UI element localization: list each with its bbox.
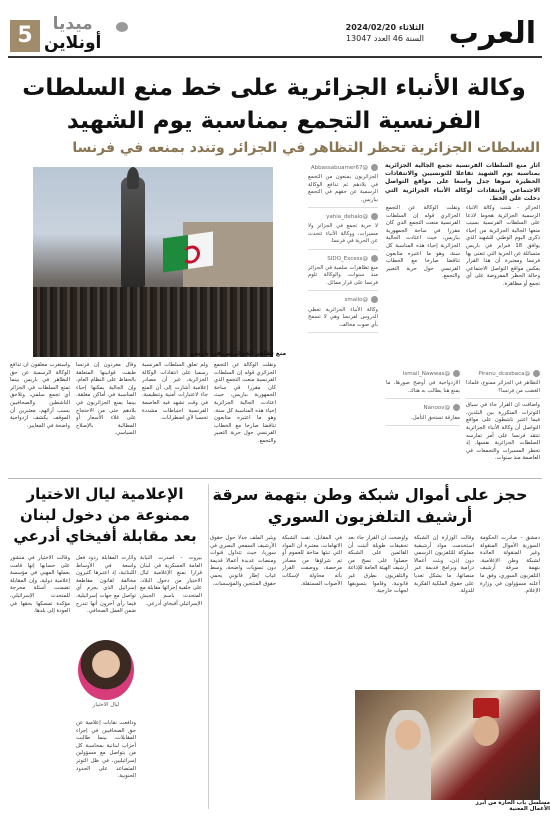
- speech-bubble-icon: [116, 22, 128, 32]
- issue-date: الثلاثاء 2024/02/20: [345, 23, 424, 32]
- top-story-body-col-1: الجزائر - شنت وكالة الأنباء الرسمية الجزائرية هجوما لاذعا على السلطات الفرنسية بسبب منعها الجالية الجزائرية من إحياء ذكرى اليوم الوطني للشهيد الذي يوافق 18 فبراير في باريس متسائلة عن الحرية التي تتغنى بها فرنسا ومعتبرة أن هذا القرار يعكس مواقع التواصل الاجتماعي وحالة الحظر المفروضة على أي تجمع أو مظاهرة.: [466, 205, 540, 287]
- section-title: [44, 14, 101, 52]
- top-story-body-col-4: واستغرب معلقون أن تدافع الوكالة الرسمية عن حق التظاهر في باريس بينما تمنع السلطات في الجزائر أي تجمع سلمي، وتلاحق الناشطين والصحافيين بسبب آرائهم، معتبرين أن الموقف يكشف ازدواجية واضحة في المعايير.: [10, 362, 70, 429]
- top-story-body-col-6: ولم تعلق السلطات الفرنسية رسميا على انتقادات الوكالة الجزائرية، غير أن مصادر إعلامية أشارت إلى أن المنع جاء لاعتبارات أمنية وتنظيمية، في وقت تشهد فيه العاصمة الفرنسية احتياطات مشددة تحسبا لأي اضطرابات.: [142, 362, 208, 422]
- author-name: ليال الاختيار: [92, 702, 120, 708]
- story2-body-col-1: دمشق - صادرت الحكومة السورية الأموال المنقولة وغير المنقولة العائدة لشبكة وطن الإعلامية، بتهمة سرقة أرشيف التلفزيون السوري، وفق ما أعلنه مسؤولون في وزارة الإعلام.: [480, 535, 540, 595]
- tweet: [386, 402, 460, 426]
- column-divider: [208, 484, 209, 809]
- twitter-icon: [453, 404, 460, 411]
- twitter-icon: [371, 255, 378, 262]
- top-story-body-col-5: وقال مغردون إن فرنسا طبقت قوانينها المتعلقة بالحفاظ على النظام العام، وإن الجالية يمكنها إحياء المناسبة في أماكن مغلقة، بينما يمنع الجزائريون في بلادهم حتى من الاحتجاج على غلاء الأسعار أو المطالبة بالإصلاح السياسي.: [76, 362, 136, 437]
- tweet-text: الجزائريون يمنعون من التجمع في بلادهم ثم تدافع الوكالة الرسمية عن حقهم في التجمع بباريس.: [308, 174, 378, 203]
- tweet-handle: @Nanoov: [386, 404, 460, 412]
- tweets-column-main: [308, 162, 378, 472]
- tweet-handle: @Piranu_dcasbaca: [466, 370, 540, 378]
- issue-info: [346, 22, 424, 44]
- algerian-flag-icon: [163, 231, 213, 272]
- section-title-line2: أونلاين: [44, 33, 102, 53]
- story2-body-col-4: في المقابل، نفت الشبكة الاتهامات، معتبرة أن المواد التي تبثها متاحة للعموم أو تم شراؤها من مصادر مرخصة، ووصفت القرار بأنه محاولة لإسكات الأصوات المستقلة.: [282, 535, 342, 587]
- tweet: [308, 162, 378, 208]
- story3-body-col-1: بيروت - أصدرت النيابة العامة العسكرية في لبنان قرارا بمنع الإعلامية ليال الاختيار من دخول البلاد، على خلفية إجرائها مقابلة مع المتحدث باسم الجيش الإسرائيلي أفيخاي أدرعي.: [140, 555, 202, 607]
- story3-headline: الإعلامية ليال الاختيار ممنوعة من دخول لبنان بعد مقابلة أفيخاي أدرعي: [13, 485, 197, 545]
- tweet-handle: @yahia_dehalo: [308, 213, 378, 221]
- masthead: [8, 12, 542, 58]
- tweet-handle: @smailo: [308, 296, 378, 304]
- story3-body-col-4: ودافعت نقابات إعلامية عن حق الصحافيين في إجراء المقابلات، بينما طالبت أحزاب لبنانية بمحاسبة كل من يتواصل مع مسؤولين إسرائيليين، في ظل التوتر المتصاعد على الحدود الجنوبية.: [76, 720, 136, 780]
- top-story-body-col-6b: ونقلت الوكالة عن التجمع الجزائري قوله إن السلطات الفرنسية منعت التجمع الذي كان مقررا في ساحة الجمهورية بباريس، حيث اعتادت الجالية الجزائرية إحياء هذه المناسبة كل سنة، وهو ما اعتبره متابعون تناقضا صارخا مع الخطاب الفرنسي حول حرية التعبير والتجمع.: [214, 362, 276, 444]
- tweet-text: لا حرية تجمع في الجزائر ولا مسيرات، ووكالة الأنباء تتحدث عن الحرية في فرنسا.: [308, 223, 378, 245]
- top-story-headline: وكالة الأنباء الجزائرية على خط منع السلطات الفرنسية التجمع بمناسبة يوم الشهيد: [22, 75, 526, 134]
- photo-actress-face: [395, 720, 421, 750]
- twitter-icon: [371, 296, 378, 303]
- photo-statue: [127, 167, 139, 189]
- tweet: [466, 368, 540, 399]
- tweet-handle: @Abbassabuamer67: [308, 164, 378, 172]
- drama-photo-caption: مسلسل باب الحارة من أبرز الأعمال المعنية: [475, 800, 550, 812]
- twitter-icon: [371, 164, 378, 171]
- story2-headline: حجز على أموال شبكة وطن بتهمة سرقة أرشيف التلفزيون السوري: [212, 485, 528, 526]
- tweet: [308, 211, 378, 250]
- tweets-column-b: [466, 368, 540, 470]
- story2-body-col-2: وقالت الوزارة إن الشبكة استخدمت مواد أرشيفية مملوكة للتلفزيون الرسمي دون إذن، وبثت أعمالا درامية وبرامج قديمة عبر منصاتها، ما يشكل تعديا على حقوق الملكية الفكرية للدولة.: [414, 535, 474, 595]
- author-box: [76, 640, 136, 708]
- tweet-text: مفارقة تستحق التأمل.: [411, 414, 460, 421]
- photo-monument: [121, 177, 145, 287]
- photo-caption: منع تظاهر الجزائريين في باريس: [190, 350, 287, 357]
- drama-series-photo: [355, 690, 540, 800]
- author-photo: [78, 640, 134, 700]
- top-story-lede: أثار منع السلطات الفرنسية تجمع الجالية الجزائرية بمناسبة يوم الشهيد تفاعلا للتونسيين والانتقادات الحظيرة سوها جدل واسعا على مواقع التواصل الاجتماعي وانتقادات لوكالة الأنباء الجزائرية التي دخلت على الخط.: [385, 162, 540, 202]
- section-divider: [8, 478, 542, 479]
- story2-body-col-5: ويثير الملف جدلا حول حقوق الأرشيف السمعي البصري في سوريا، حيث تتداول قنوات ومنصات عديدة أعمالا قديمة دون تسويات واضحة، وسط غياب إطار قانوني يحمي حقوق المنتجين والمؤسسات.: [210, 535, 276, 587]
- page-number: 5: [10, 20, 40, 52]
- story2-body-col-3: وأوضحت أن القرار جاء بعد تحقيقات طويلة أثبتت أن القائمين على الشبكة حصلوا على نسخ من أرشيف الهيئة العامة للإذاعة والتلفزيون بطرق غير قانونية، وقاموا بتسويقها لجهات خارجية.: [348, 535, 408, 595]
- story3-body-col-2: وأثارت المقابلة ردود فعل واسعة في الأوساط اللبنانية، إذ اعتبرها كثيرون مخالفة لقانون مقاطعة إسرائيل الذي يجرم أي تواصل مع جهات إسرائيلية، فيما رأى آخرون أنها تندرج ضمن العمل الصحافي.: [76, 555, 136, 615]
- twitter-icon: [533, 370, 540, 377]
- tweet: [308, 253, 378, 292]
- story3-body-col-3: وقالت الاختيار في منشور على حسابها إنها قامت بعملها المهني في مؤسسة إعلامية دولية، وإن المقابلة تضمنت أسئلة محرجة للمتحدث الإسرائيلي، مؤكدة تمسكها بحقها في العودة إلى بلدها.: [10, 555, 70, 615]
- protest-photo: [33, 167, 273, 357]
- twitter-icon: [453, 370, 460, 377]
- tweet-handle: @Ismail_Nawwas: [386, 370, 460, 378]
- top-story-body-col-3: وأضافت أن القرار جاء في سياق التوترات المتكررة بين البلدين، فيما اعتبر ناشطون على مواقع التواصل أن وكالة الأنباء الجزائرية تنتقد فرنسا على أمر تمارسه السلطات الجزائرية نفسها، إذ تحظر المسيرات والتجمعات في العاصمة منذ سنوات.: [466, 402, 540, 462]
- tweet-text: وكالة الأنباء الجزائرية تعطي الدروس لفرنسا وهي لا تسمح بأي صوت مخالف.: [308, 306, 378, 328]
- tweet: [386, 368, 460, 399]
- tweet-text: منع تظاهرات سلمية في الجزائر منذ سنوات، والوكالة تلوم فرنسا على قرار مماثل.: [308, 265, 378, 286]
- tweet-handle: @SIDO_Excess: [308, 255, 378, 263]
- photo-crowd: [33, 287, 273, 357]
- top-story-body-col-2: ونقلت الوكالة عن التجمع الجزائري قوله إن السلطات الفرنسية منعت التجمع الذي كان مقررا في ساحة الجمهورية بباريس، حيث اعتادت الجالية الجزائرية إحياء هذه المناسبة كل سنة، وهو ما اعتبره متابعون تناقضا صارخا مع الخطاب الفرنسي حول حرية التعبير والتجمع.: [386, 205, 460, 280]
- section-title-line1: ميديا: [52, 14, 93, 34]
- photo-actor-face: [473, 716, 499, 746]
- newspaper-logo: العرب: [448, 16, 536, 51]
- tweet-text: التظاهر في الجزائر ممنوع، فلماذا الغضب من فرنسا؟: [466, 380, 540, 394]
- issue-number: السنة 46 العدد 13047: [345, 34, 424, 43]
- photo-actor-fez: [473, 698, 499, 718]
- top-story-subhead: السلطات الجزائرية تحظر التظاهر في الجزائر وتندد بمنعه في فرنسا: [72, 140, 540, 156]
- tweet: [308, 294, 378, 333]
- twitter-icon: [371, 213, 378, 220]
- tweet-text: الازدواجية في أوضح صورها، ما يمنع هنا يطالب به هناك.: [386, 380, 460, 394]
- tweets-column-a: [386, 368, 460, 470]
